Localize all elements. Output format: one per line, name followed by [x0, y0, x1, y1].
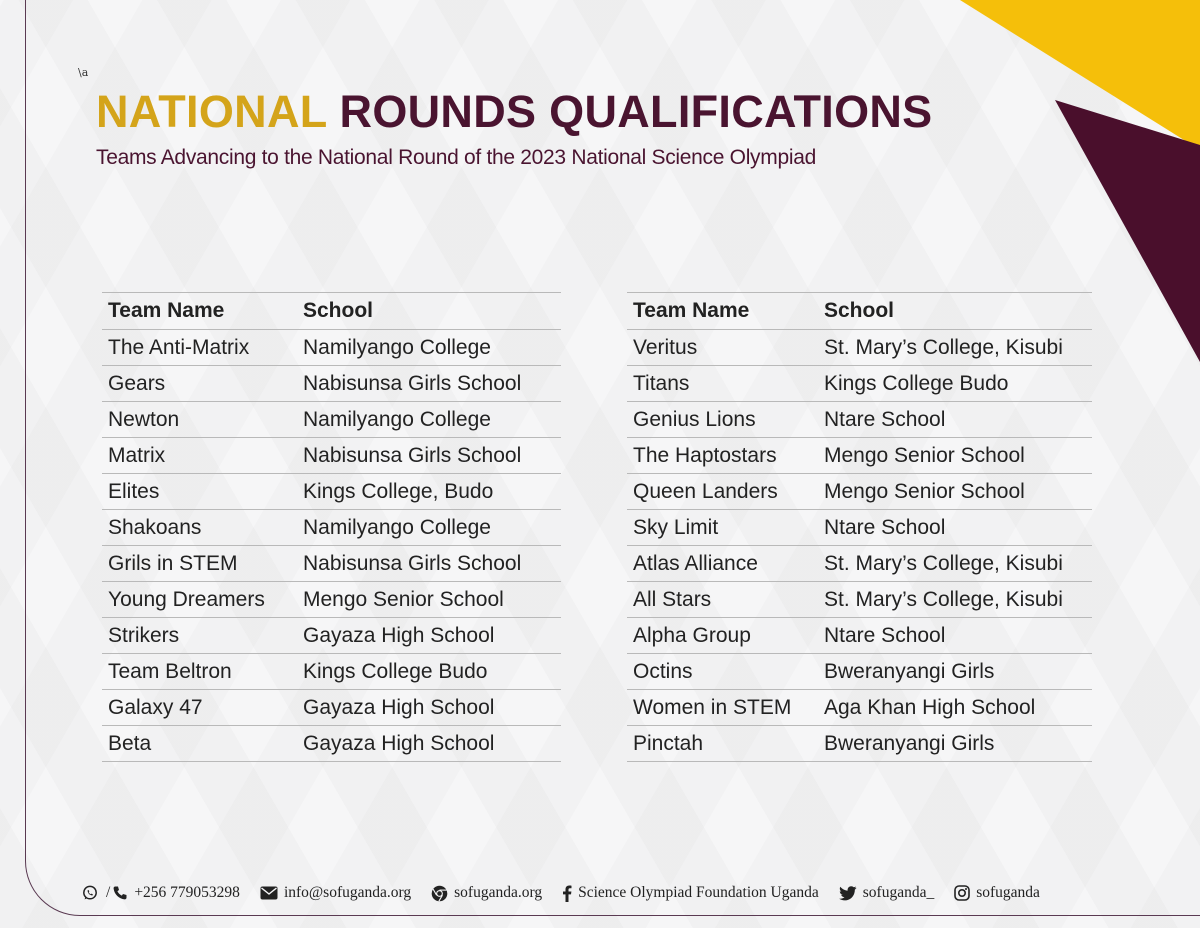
school-cell: Bweranyangi Girls — [818, 654, 1092, 690]
table-row — [627, 438, 1092, 474]
team-name-cell: Shakoans — [102, 510, 297, 546]
facebook-page: Science Olympiad Foundation Uganda — [578, 884, 819, 901]
phone-icon — [112, 885, 128, 901]
school-cell: Gayaza High School — [297, 726, 561, 762]
column-header-school: School — [297, 293, 561, 330]
phone-separator: / — [106, 884, 111, 901]
table-row — [102, 654, 561, 690]
stray-mark: \a — [78, 66, 89, 79]
school-cell: Namilyango College — [297, 510, 561, 546]
team-name-cell: Beta — [102, 726, 297, 762]
team-name-cell: Titans — [627, 366, 818, 402]
team-name-cell: Sky Limit — [627, 510, 818, 546]
team-name-cell: Pinctah — [627, 726, 818, 762]
table-row — [627, 366, 1092, 402]
school-cell: Aga Khan High School — [818, 690, 1092, 726]
school-cell: Gayaza High School — [297, 690, 561, 726]
title-main: ROUNDS QUALIFICATIONS — [339, 86, 933, 137]
team-name-cell: Alpha Group — [627, 618, 818, 654]
table-row — [627, 402, 1092, 438]
team-name-cell: The Anti-Matrix — [102, 330, 297, 366]
table-row — [627, 546, 1092, 582]
teams-table-left — [102, 292, 561, 762]
school-cell: Ntare School — [818, 402, 1092, 438]
school-cell: Ntare School — [818, 510, 1092, 546]
team-name-cell: Galaxy 47 — [102, 690, 297, 726]
contact-footer — [82, 881, 1060, 905]
footer-twitter[interactable] — [839, 884, 934, 902]
column-header-team: Team Name — [627, 293, 818, 330]
footer-website[interactable] — [431, 884, 542, 902]
school-cell: Gayaza High School — [297, 618, 561, 654]
school-cell: Nabisunsa Girls School — [297, 546, 561, 582]
school-cell: Namilyango College — [297, 402, 561, 438]
team-name-cell: Queen Landers — [627, 474, 818, 510]
mail-icon — [260, 886, 278, 900]
footer-facebook[interactable] — [562, 884, 819, 902]
table-row — [102, 366, 561, 402]
team-name-cell: Elites — [102, 474, 297, 510]
team-name-cell: Atlas Alliance — [627, 546, 818, 582]
school-cell: Mengo Senior School — [818, 438, 1092, 474]
phone-number: +256 779053298 — [134, 884, 240, 901]
table-row — [102, 474, 561, 510]
team-name-cell: Team Beltron — [102, 654, 297, 690]
school-cell: Kings College, Budo — [297, 474, 561, 510]
team-name-cell: Veritus — [627, 330, 818, 366]
email-address: info@sofuganda.org — [283, 884, 412, 901]
team-name-cell: Women in STEM — [627, 690, 818, 726]
school-cell: Namilyango College — [297, 330, 561, 366]
table-row — [627, 726, 1092, 762]
team-name-cell: Newton — [102, 402, 297, 438]
school-cell: St. Mary’s College, Kisubi — [818, 546, 1092, 582]
whatsapp-icon — [82, 885, 98, 901]
team-name-cell: Young Dreamers — [102, 582, 297, 618]
table-row — [102, 690, 561, 726]
column-header-school: School — [818, 293, 1092, 330]
table-row — [627, 474, 1092, 510]
chrome-icon — [431, 885, 448, 902]
team-name-cell: Octins — [627, 654, 818, 690]
twitter-icon — [839, 886, 857, 901]
column-header-team: Team Name — [102, 293, 297, 330]
team-name-cell: Genius Lions — [627, 402, 818, 438]
table-row — [627, 510, 1092, 546]
school-cell: Bweranyangi Girls — [818, 726, 1092, 762]
page-title — [96, 86, 932, 138]
school-cell: St. Mary’s College, Kisubi — [818, 330, 1092, 366]
school-cell: Nabisunsa Girls School — [297, 366, 561, 402]
table-header-row — [102, 293, 561, 330]
school-cell: Kings College Budo — [818, 366, 1092, 402]
team-name-cell: All Stars — [627, 582, 818, 618]
table-row — [627, 690, 1092, 726]
table-row — [627, 582, 1092, 618]
team-name-cell: Grils in STEM — [102, 546, 297, 582]
table-row — [102, 546, 561, 582]
website-url: sofuganda.org — [454, 884, 543, 901]
team-name-cell: Strikers — [102, 618, 297, 654]
instagram-handle: sofuganda — [976, 884, 1040, 901]
school-cell: Ntare School — [818, 618, 1092, 654]
teams-table-right — [627, 292, 1092, 762]
school-cell: Nabisunsa Girls School — [297, 438, 561, 474]
table-row — [102, 330, 561, 366]
table-row — [627, 618, 1092, 654]
footer-phone[interactable] — [82, 884, 240, 902]
title-highlight: NATIONAL — [96, 86, 327, 137]
school-cell: Mengo Senior School — [818, 474, 1092, 510]
table-row — [102, 438, 561, 474]
instagram-icon — [954, 885, 970, 901]
facebook-icon — [562, 885, 572, 902]
school-cell: St. Mary’s College, Kisubi — [818, 582, 1092, 618]
footer-instagram[interactable] — [954, 884, 1040, 902]
footer-email[interactable] — [260, 884, 411, 902]
twitter-handle: sofuganda_ — [862, 884, 935, 901]
table-row — [627, 654, 1092, 690]
page-subtitle: Teams Advancing to the National Round of the 2023 National Science Olympiad — [96, 146, 816, 169]
table-row — [627, 330, 1092, 366]
table-row — [102, 510, 561, 546]
table-row — [102, 618, 561, 654]
team-name-cell: Gears — [102, 366, 297, 402]
school-cell: Kings College Budo — [297, 654, 561, 690]
table-row — [102, 402, 561, 438]
team-name-cell: The Haptostars — [627, 438, 818, 474]
table-header-row — [627, 293, 1092, 330]
team-name-cell: Matrix — [102, 438, 297, 474]
table-row — [102, 582, 561, 618]
school-cell: Mengo Senior School — [297, 582, 561, 618]
table-row — [102, 726, 561, 762]
